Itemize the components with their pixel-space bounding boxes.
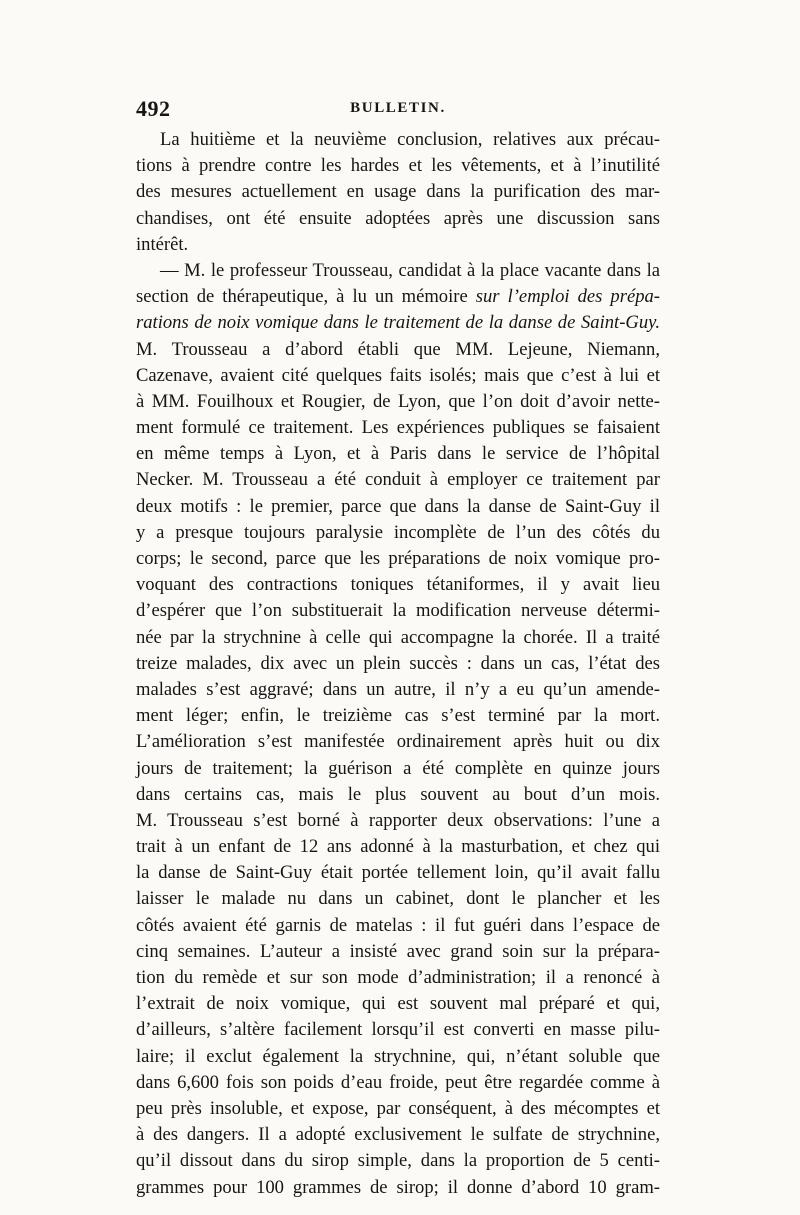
- text-segment: malades s’est aggravé; dans un autre, il n’y a eu qu’un amende-: [136, 678, 660, 700]
- text-segment: des mesures actuellement en usage dans la purification des mar-: [136, 181, 660, 203]
- text-segment: treize malades, dix avec un plein succès : dans un cas, l’état des: [136, 652, 660, 674]
- text-segment: en même temps à Lyon, et à Paris dans le service de l’hôpital: [136, 443, 660, 465]
- text-segment: corps; le second, parce que les préparations de noix vomique pro-: [136, 548, 660, 569]
- text-line: [136, 572, 660, 598]
- text-line: [136, 834, 660, 860]
- text-line: [136, 913, 660, 939]
- text-line: [136, 415, 660, 441]
- text-line: [136, 782, 660, 808]
- text-line: [136, 127, 660, 153]
- text-segment: à MM. Fouilhoux et Rougier, de Lyon, que l’on doit d’avoir nette-: [136, 390, 660, 412]
- text-segment: L’amélioration s’est manifestée ordinairement après huit ou dix: [136, 731, 660, 753]
- text-segment: Cazenave, avaient cité quelques faits isolés; mais que c’est à lui et: [136, 364, 660, 386]
- text-segment: Necker. M. Trousseau a été conduit à employer ce traitement par: [136, 469, 660, 491]
- text-line: [136, 337, 660, 363]
- text-line: [136, 1017, 660, 1043]
- text-segment: tion du remède et sur son mode d’administration; il a renoncé à: [136, 967, 660, 988]
- text-segment: La huitième et la neuvième conclusion, relatives aux précau-: [160, 129, 660, 150]
- text-line: [136, 651, 660, 677]
- text-line: [136, 467, 660, 493]
- text-segment: grammes pour 100 grammes de sirop; il donne d’abord 10 gram-: [136, 1176, 660, 1198]
- text-line: [136, 965, 660, 991]
- text-line: [136, 206, 660, 232]
- text-segment: dans certains cas, mais le plus souvent au bout d’un mois.: [136, 783, 660, 805]
- text-line: [136, 729, 660, 755]
- text-line: [136, 625, 660, 651]
- text-line: [136, 258, 660, 284]
- text-line: [136, 808, 660, 834]
- text-segment: à des dangers. Il a adopté exclusivement le sulfate de strychnine,: [136, 1124, 660, 1146]
- text-line: [136, 179, 660, 205]
- text-line: [136, 232, 660, 258]
- italic-title-segment: rations de noix vomique dans le traitement de la danse de Saint-Guy.: [136, 312, 660, 334]
- text-line: [136, 520, 660, 546]
- italic-title-segment: sur l’emploi des prépa-: [475, 286, 660, 308]
- text-line: [136, 1148, 660, 1174]
- text-segment: M. Trousseau a d’abord établi que MM. Lejeune, Niemann,: [136, 338, 660, 360]
- text-segment: d’espérer que l’on substituerait la modification nerveuse détermi-: [136, 600, 660, 622]
- text-line: [136, 756, 660, 782]
- text-segment: — M. le professeur Trousseau, candidat à la place vacante dans la: [160, 259, 660, 281]
- text-line: [136, 1175, 660, 1201]
- text-line: [136, 860, 660, 886]
- text-segment: voquant des contractions toniques tétaniformes, il y avait lieu: [136, 574, 660, 596]
- text-line: [136, 1070, 660, 1096]
- text-line: [136, 310, 660, 336]
- text-line: [136, 1122, 660, 1148]
- text-line: [136, 389, 660, 415]
- page-number: 492: [136, 96, 171, 121]
- text-line: [136, 284, 660, 310]
- text-line: [136, 441, 660, 467]
- text-segment: M. Trousseau s’est borné à rapporter deux observations: l’une a: [136, 809, 660, 831]
- text-line: [136, 703, 660, 729]
- text-segment: intérêt.: [136, 233, 189, 255]
- text-segment: d’ailleurs, s’altère facilement lorsqu’il est converti en masse pilu-: [136, 1019, 660, 1041]
- text-segment: chandises, ont été ensuite adoptées après une discussion sans: [136, 207, 660, 229]
- page-header: [136, 96, 660, 122]
- text-line: [136, 546, 660, 572]
- text-segment: la danse de Saint-Guy était portée tellement loin, qu’il avait fallu: [136, 862, 660, 884]
- text-line: [136, 991, 660, 1017]
- text-segment: qu’il dissout dans du sirop simple, dans la proportion de 5 centi-: [136, 1150, 660, 1172]
- running-head: BULLETIN.: [350, 100, 446, 116]
- body-text: [136, 127, 660, 1201]
- text-segment: deux motifs : le premier, parce que dans la danse de Saint-Guy il: [136, 495, 660, 517]
- text-line: [136, 939, 660, 965]
- text-segment: côtés avaient été garnis de matelas : il fut guéri dans l’espace de: [136, 914, 660, 936]
- text-segment: née par la strychnine à celle qui accompagne la chorée. Il a traité: [136, 626, 660, 648]
- text-segment: tions à prendre contre les hardes et les vêtements, et à l’inutilité: [136, 155, 660, 177]
- text-line: [136, 1044, 660, 1070]
- text-line: [136, 1096, 660, 1122]
- text-line: [136, 886, 660, 912]
- text-segment: section de thérapeutique, à lu un mémoire: [136, 286, 476, 308]
- text-segment: ment formulé ce traitement. Les expériences publiques se faisaient: [136, 417, 660, 439]
- text-line: [136, 598, 660, 624]
- text-segment: laisser le malade nu dans un cabinet, dont le plancher et les: [136, 888, 660, 910]
- text-segment: y a presque toujours paralysie incomplète de l’un des côtés du: [136, 521, 660, 543]
- text-line: [136, 363, 660, 389]
- text-segment: trait à un enfant de 12 ans adonné à la masturbation, et chez qui: [136, 836, 660, 858]
- text-segment: peu près insoluble, et expose, par conséquent, à des mécomptes et: [136, 1097, 660, 1119]
- text-segment: cinq semaines. L’auteur a insisté avec grand soin sur la prépara-: [136, 940, 660, 962]
- text-line: [136, 153, 660, 179]
- text-line: [136, 677, 660, 703]
- text-line: [136, 494, 660, 520]
- text-segment: jours de traitement; la guérison a été complète en quinze jours: [136, 757, 660, 779]
- text-segment: dans 6,600 fois son poids d’eau froide, peut être regardée comme à: [136, 1071, 660, 1093]
- text-segment: l’extrait de noix vomique, qui est souvent mal préparé et qui,: [136, 993, 660, 1015]
- text-segment: laire; il exclut également la strychnine, qui, n’étant soluble que: [136, 1045, 660, 1067]
- text-segment: ment léger; enfin, le treizième cas s’est terminé par la mort.: [136, 705, 660, 727]
